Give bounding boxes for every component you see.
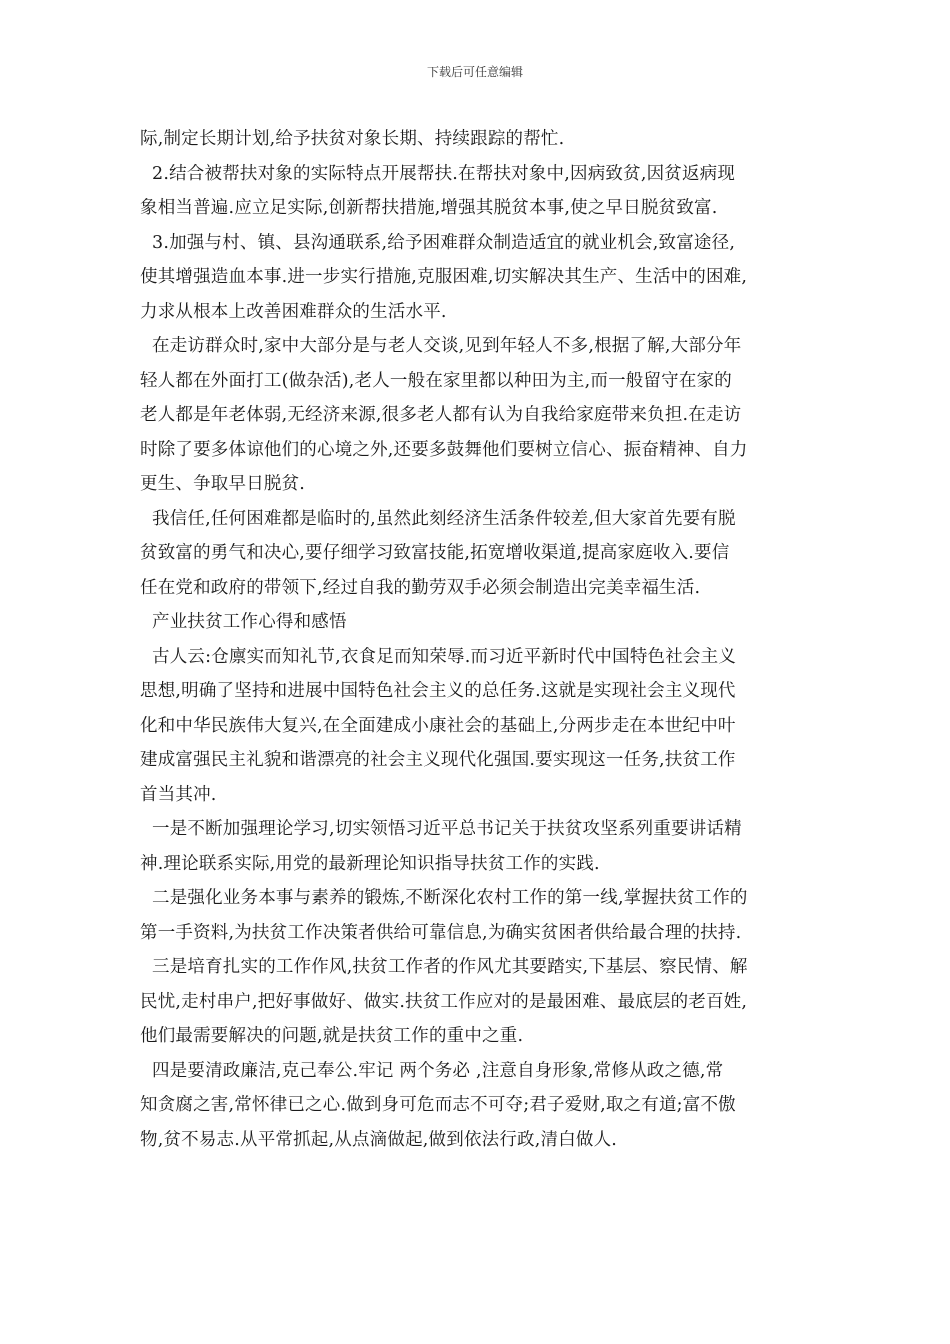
text-line: 时除了要多体谅他们的心境之外,还要多鼓舞他们要树立信心、振奋精神、自力 bbox=[140, 439, 748, 460]
text-line: 物,贫不易志.从平常抓起,从点滴做起,做到依法行政,清白做人. bbox=[140, 1129, 618, 1150]
text-line: 产业扶贫工作心得和感悟 bbox=[152, 612, 347, 632]
text-line: 古人云:仓廪实而知礼节,衣食足而知荣辱.而习近平新时代中国特色社会主义 bbox=[152, 646, 737, 667]
text-line: 3.加强与村、镇、县沟通联系,给予困难群众制造适宜的就业机会,致富途径, bbox=[152, 232, 736, 253]
text-line: 老人都是年老体弱,无经济来源,很多老人都有认为自我给家庭带来负担.在走访 bbox=[140, 405, 742, 425]
text-line: 际,制定长期计划,给予扶贫对象长期、持续跟踪的帮忙. bbox=[140, 129, 565, 149]
text-line: 二是强化业务本事与素养的锻炼,不断深化农村工作的第一线,掌握扶贫工作的 bbox=[152, 888, 748, 908]
text-line: 一是不断加强理论学习,切实领悟习近平总书记关于扶贫攻坚系列重要讲话精 bbox=[152, 819, 742, 839]
text-line: 使其增强造血本事.进一步实行措施,克服困难,切实解决其生产、生活中的困难, bbox=[140, 267, 748, 287]
page-header: 下载后可任意编辑 bbox=[426, 65, 523, 79]
text-line: 知贪腐之害,常怀律已之心.做到身可危而志不可夺;君子爱财,取之有道;富不傲 bbox=[140, 1095, 736, 1115]
text-line: 他们最需要解决的问题,就是扶贫工作的重中之重. bbox=[140, 1026, 524, 1046]
text-line: 我信任,任何困难都是临时的,虽然此刻经济生活条件较差,但大家首先要有脱 bbox=[152, 508, 736, 529]
text-line: 化和中华民族伟大复兴,在全面建成小康社会的基础上,分两步走在本世纪中叶 bbox=[140, 715, 736, 736]
text-line: 四是要清政廉洁,克己奉公.牢记 两个务必 ,注意自身形象,常修从政之德,常 bbox=[152, 1060, 724, 1081]
text-line: 三是培育扎实的工作作风,扶贫工作者的作风尤其要踏实,下基层、察民情、解 bbox=[152, 957, 748, 977]
text-line: 任在党和政府的带领下,经过自我的勤劳双手必须会制造出完美幸福生活. bbox=[140, 577, 701, 598]
text-line: 在走访群众时,家中大部分是与老人交谈,见到年轻人不多,根据了解,大部分年 bbox=[152, 336, 742, 356]
text-line: 思想,明确了坚持和进展中国特色社会主义的总任务.这就是实现社会主义现代 bbox=[140, 681, 736, 701]
text-line: 神.理论联系实际,用党的最新理论知识指导扶贫工作的实践. bbox=[140, 853, 600, 874]
text-line: 更生、争取早日脱贫. bbox=[140, 474, 306, 494]
text-line: 建成富强民主礼貌和谐漂亮的社会主义现代化强国.要实现这一任务,扶贫工作 bbox=[140, 750, 736, 770]
document-body bbox=[140, 122, 816, 1157]
text-line: 2.结合被帮扶对象的实际特点开展帮扶.在帮扶对象中,因病致贫,因贫返病现 bbox=[152, 163, 736, 184]
text-line: 第一手资料,为扶贫工作决策者供给可靠信息,为确实贫困者供给最合理的扶持. bbox=[140, 922, 742, 943]
text-line: 民忧,走村串户,把好事做好、做实.扶贫工作应对的是最困难、最底层的老百姓, bbox=[140, 991, 748, 1012]
text-line: 象相当普遍.应立足实际,创新帮扶措施,增强其脱贫本事,使之早日脱贫致富. bbox=[140, 198, 718, 218]
text-line: 轻人都在外面打工(做杂活),老人一般在家里都以种田为主,而一般留守在家的 bbox=[140, 370, 732, 391]
text-line: 力求从根本上改善困难群众的生活水平. bbox=[140, 301, 447, 322]
text-line: 贫致富的勇气和决心,要仔细学习致富技能,拓宽增收渠道,提高家庭收入.要信 bbox=[140, 543, 730, 563]
text-line: 首当其冲. bbox=[140, 784, 217, 805]
